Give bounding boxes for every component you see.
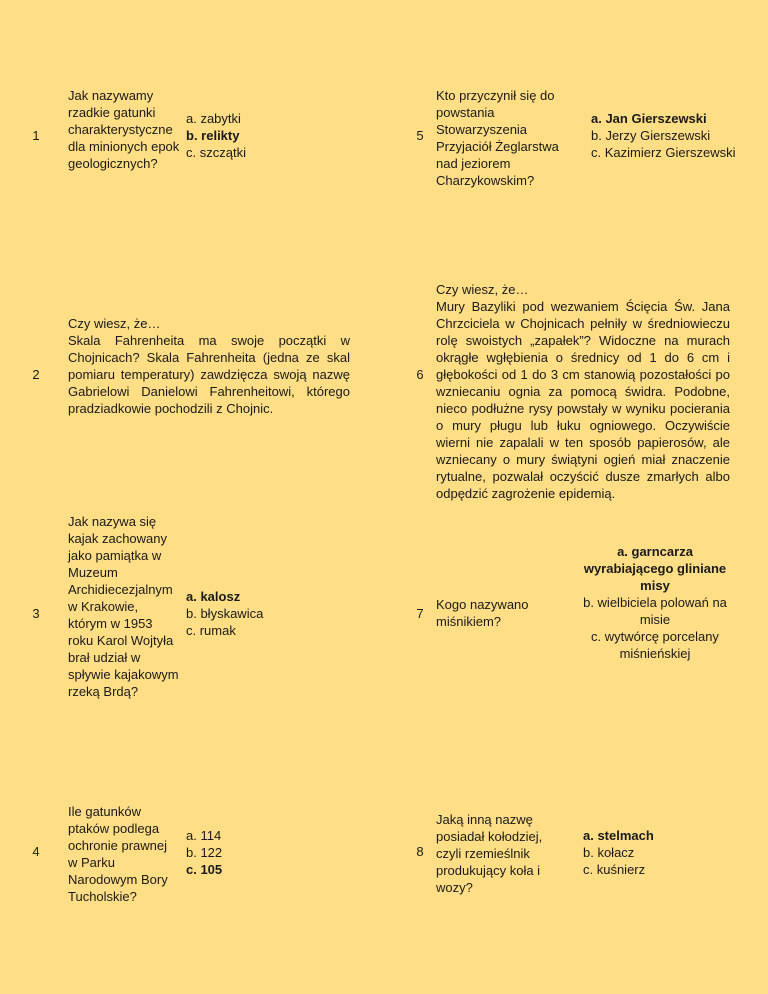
card-4-question: Ile gatunków ptaków podlega ochronie prawnej w Parku Narodowym Bory Tucholskie?	[68, 804, 168, 904]
card-8-answer-a: a. stelmach	[583, 828, 654, 843]
card-7-number: 7	[416, 606, 424, 621]
card-1-answer-a: a. zabytki	[186, 111, 241, 126]
card-1-answer-c: c. szczątki	[186, 145, 246, 160]
card-2-number: 2	[32, 367, 40, 382]
card-6-number: 6	[416, 367, 424, 382]
card-8-number: 8	[416, 844, 424, 859]
card-3-number: 3	[32, 606, 40, 621]
card-6-text: Mury Bazyliki pod wezwaniem Ścięcia Św. Jana Chrzciciela w Chojnicach pełniły w średniowieczu rolę swoistych „zapałek”? Widoczne na murach okrągłe wgłębienia o średnicy od 1 do 6 cm i głębokości od 1 do 3 cm stanowią pozostałości po wzniecaniu ognia za pomocą świdra. Podobne, nieco podłużne rysy powstały w wyniku pocierania o mury pługu lub łuku ogniowego. Oczywiście wierni nie zapalali w ten sposób papierosów, ale wzniecany o mury świątyni ogień miał znaczenie rytualne, pozwalał oczyścić dusze zmarłych albo odpędzić zagrożenie epidemią.	[436, 299, 730, 501]
card-3-answer-c: c. rumak	[186, 623, 236, 638]
card-3-answer-a: a. kalosz	[186, 589, 241, 604]
card-5-answer-b: b. Jerzy Gierszewski	[591, 128, 711, 143]
card-5-number: 5	[416, 128, 424, 143]
card-3-question: Jak nazywa się kajak zachowany jako pamiątka w Muzeum Archidiecezjalnym w Krakowie, którym w 1953 roku Karol Wojtyła brał udział w spływie kajakowym rzeką Brdą?	[68, 514, 179, 699]
card-2-fact	[68, 315, 350, 417]
card-6-title: Czy wiesz, że…	[436, 282, 529, 297]
card-5-answer-a: a. Jan Gierszewski	[591, 111, 707, 126]
card-4-answers	[186, 827, 222, 878]
card-2-title: Czy wiesz, że…	[68, 316, 161, 331]
card-1-answers	[186, 110, 246, 161]
card-3-answer-b: b. błyskawica	[186, 606, 264, 621]
card-2-text: Skala Fahrenheita ma swoje początki w Chojnicach? Skala Fahrenheita (jedna ze skal pomiaru temperatury) zawdzięcza swoją nazwę Gabrielowi Danielowi Fahrenheitowi, którego pradziadkowie pochodzili z Chojnic.	[68, 333, 350, 416]
card-1-question: Jak nazywamy rzadkie gatunki charakterystyczne dla minionych epok geologicznych?	[68, 88, 180, 171]
card-4-answer-c: c. 105	[186, 862, 223, 877]
card-7-answer-a: a. garncarza wyrabiającego gliniane misy	[583, 544, 727, 593]
card-8-question: Jaką inną nazwę posiadał kołodziej, czyli rzemieślnik produkujący koła i wozy?	[436, 812, 543, 895]
card-4-number: 4	[32, 844, 40, 859]
card-1-number: 1	[32, 128, 40, 143]
card-7-answers	[574, 543, 736, 662]
card-1-answer-b: b. relikty	[186, 128, 240, 143]
card-6-fact	[436, 281, 730, 502]
card-7-answer-b: b. wielbiciela polowań na misie	[583, 595, 727, 627]
card-3-answers	[186, 588, 263, 639]
card-7-question: Kogo nazywano miśnikiem?	[436, 597, 529, 629]
card-5-answers	[591, 110, 735, 161]
card-5-question: Kto przyczynił się do powstania Stowarzyszenia Przyjaciół Żeglarstwa nad jeziorem Charzykowskim?	[436, 88, 559, 188]
card-7-answer-c: c. wytwórcę porcelany miśnieńskiej	[591, 629, 719, 661]
card-8-answer-b: b. kołacz	[583, 845, 635, 860]
card-8-answers	[583, 827, 654, 878]
card-8-answer-c: c. kuśnierz	[583, 862, 646, 877]
card-4-answer-a: a. 114	[186, 828, 222, 843]
card-5-answer-c: c. Kazimierz Gierszewski	[591, 145, 736, 160]
card-4-answer-b: b. 122	[186, 845, 223, 860]
